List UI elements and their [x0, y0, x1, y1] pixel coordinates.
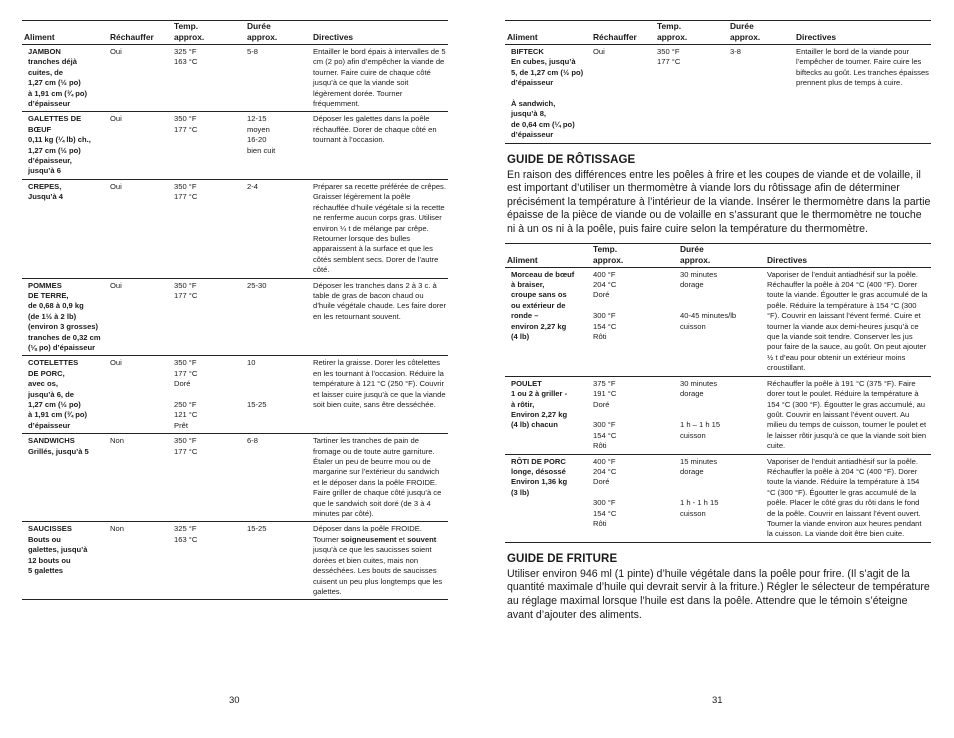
table-row — [22, 434, 448, 522]
duree-cell: 12-15 moyen 16-20 bien cuit — [247, 114, 276, 155]
roasting-table — [505, 243, 931, 543]
roasting-guide-title: GUIDE DE RÔTISSAGE — [507, 153, 636, 166]
aliment-cell: Morceau de bœuf à braiser, croupe sans os ou extérieur de ronde – environ 2,27 kg (4 lb) — [511, 269, 575, 342]
duree-cell: 5-8 — [247, 47, 258, 56]
duree-cell: 10 15-25 — [247, 358, 267, 409]
directives-cell — [311, 522, 448, 600]
temp-cell: 400 °F 204 °C Doré 300 °F 154 °C Rôti — [593, 456, 617, 528]
table-row — [22, 112, 448, 179]
duree-cell: 15 minutes dorage 1 h - 1 h 15 cuisson — [680, 456, 719, 518]
page-number-left: 30 — [229, 695, 240, 706]
aliment-cell: POULET 1 ou 2 à griller - à rôtir, Environ 2,27 kg (4 lb) chacun — [511, 378, 568, 430]
directives-cell: Retirer la graisse. Dorer les côtelettes en les tournant à l’occasion. Réduire la température à 121 °C (250 °F). Couvrir et laisser cuire jusqu’à ce que la viande soit bien cuite, sans être desséchée. — [313, 358, 446, 409]
directives-text: jusqu’à ce que les saucisses soient dorées et bien cuites, mais non desséchées. Les bouts de saucisses cuisent un peu plus longtemps que les galettes. — [313, 545, 443, 596]
aliment-cell: POMMES DE TERRE, de 0,68 à 0,9 kg (de 1½ à 2 lb) (environ 3 grosses) tranches de 0,32 cm (⅛ po) d’épaisseur — [28, 280, 101, 352]
aliment-cell: JAMBON tranches déjà cuites, de 1,27 cm (½ po) à 1,91 cm (¾ po) d’épaisseur — [28, 47, 88, 109]
table-row — [22, 45, 448, 112]
header-duree: Durée approx. — [730, 21, 761, 42]
aliment-cell: COTELETTES DE PORC, avec os, jusqu’à 6, de 1,27 cm (½ po) à 1,91 cm (¾ po) d’épaisseur — [28, 358, 88, 430]
rechauffer-cell: Oui — [593, 47, 605, 56]
table-header-row — [22, 21, 448, 45]
rechauffer-cell: Non — [110, 524, 124, 534]
aliment-cell: RÔTI DE PORC longe, désossé Environ 1,36 kg (3 lb) — [511, 456, 568, 497]
duree-cell: 30 minutes dorage 1 h – 1 h 15 cuisson — [680, 378, 721, 440]
rechauffer-cell: Oui — [110, 358, 122, 368]
temp-cell: 375 °F 191 °C Doré 300 °F 154 °C Rôti — [593, 378, 617, 451]
table-header-row — [505, 21, 931, 45]
directives-cell: Déposer les galettes dans la poêle réchauffée. Dorer de chaque côté en tournant à l’occasion. — [313, 114, 437, 145]
left-page — [22, 20, 448, 600]
header-rechauffer: Réchauffer — [593, 32, 637, 42]
table-row — [505, 454, 931, 542]
header-directives: Directives — [796, 32, 837, 42]
table-row — [505, 376, 931, 454]
duree-cell: 3-8 — [730, 47, 741, 56]
right-page — [505, 20, 931, 622]
temp-cell: 350 °F 177 °C — [174, 280, 198, 300]
header-directives: Directives — [313, 32, 354, 42]
table-row — [505, 45, 931, 144]
rechauffer-cell: Oui — [110, 47, 122, 56]
temp-cell: 350 °F 177 °C — [174, 181, 198, 202]
header-temp: Temp. approx. — [593, 243, 624, 265]
directives-text: et — [396, 534, 408, 544]
aliment-cell: SANDWICHS Grillés, jusqu’à 5 — [28, 436, 89, 456]
left-cooking-table — [22, 20, 448, 600]
right-cooking-table — [505, 20, 931, 144]
page-number-right: 31 — [712, 695, 723, 706]
directives-cell: Réchauffer la poêle à 191 °C (375 °F). Faire dorer tout le poulet. Réduire la température à 154 °C (300 °F). Égoutter le gras accumulé, au goût. Couvrir en laissant l’évent ouvert. Au milieu du temps de cuisson, tourner le poulet et le laisser rôtir jusqu’à ce que la viande soit bien cuite. — [767, 378, 927, 451]
table-row — [505, 267, 931, 376]
aliment-cell: BIFTECK En cubes, jusqu’à 5, de 1,27 cm (½ po) d’épaisseur À sandwich, jusqu’à 8, de 0,64 cm (¼ po) d’épaisseur — [511, 47, 584, 140]
header-aliment: Aliment — [24, 32, 55, 42]
table-row — [22, 179, 448, 278]
aliment-cell: CREPES, Jusqu’à 4 — [28, 181, 64, 202]
temp-cell: 350 °F 177 °C — [174, 436, 198, 456]
directives-text: Déposer dans la poêle FROIDE. Tourner — [313, 524, 422, 544]
directives-cell: Tartiner les tranches de pain de fromage ou de toute autre garniture. Étaler un peu de beurre mou ou de margarine sur l’extérieur du sandwich et le déposer dans la poêle FROIDE. Faire griller de chaque côté jusqu’à ce que le sandwich soit doré (de 3 à 4 minutes par côté). — [313, 436, 442, 519]
aliment-cell: SAUCISSES Bouts ou galettes, jusqu’à 12 bouts ou 5 galettes — [28, 524, 88, 576]
rechauffer-cell: Oui — [110, 181, 122, 191]
temp-cell: 400 °F 204 °C Doré 300 °F 154 °C Rôti — [593, 269, 617, 342]
frying-guide-title: GUIDE DE FRITURE — [507, 552, 618, 565]
directives-emphasis: souvent — [407, 534, 437, 544]
directives-cell: Préparer sa recette préférée de crêpes. Graisser légèrement la poêle réchauffée d’huile végétale si la recette ne renferme aucun corps gras. Utiliser environ ¼ t de mélange par crêpe. Retourner lorsque des bulles apparaissent à la surface et que les côtés semblent secs. Dorer de l’autre côté. — [313, 181, 446, 275]
directives-cell: Entailler le bord de la viande pour l’empêcher de tourner. Faire cuire les biftecks au goût. Les tranches épaisses prennent plus de temps à cuire. — [796, 47, 929, 88]
duree-cell: 30 minutes dorage 40-45 minutes/lb cuisson — [680, 269, 737, 331]
directives-emphasis: soigneusement — [340, 534, 397, 544]
directives-cell: Déposer les tranches dans 2 à 3 c. à table de gras de bacon chaud ou d’huile végétale chaude. Les faire dorer en les retournant souvent. — [313, 280, 446, 321]
header-temp: Temp. approx. — [174, 21, 205, 42]
roasting-guide-text: En raison des différences entre les poêles à frire et les coupes de viande et de volaille, il est important d’utiliser un thermomètre à viande lors du rôtissage afin de déterminer précisément la température à l’intérieur de la viande. Insérer le thermomètre dans la partie épaisse de la pièce de viande ou de volaille en s’assurant que le thermomètre ne touche ni à un os ni à la poêle, puis faire cuire selon la température du thermomètre. — [507, 168, 931, 236]
frying-guide-text: Utiliser environ 946 ml (1 pinte) d’huile végétale dans la poêle pour frire. (Il s’agit de la quantité maximale d’huile qui devrait servir à la friture.) Régler le sélecteur de température au réglage maximal lorsque l’huile est dans la poêle. Attendre que le témoin s’éteigne avant d’ajouter des aliments. — [507, 567, 930, 621]
temp-cell: 350 °F 177 °C — [174, 114, 198, 134]
duree-cell: 2-4 — [247, 181, 258, 191]
table-row — [22, 356, 448, 434]
header-aliment: Aliment — [507, 254, 538, 265]
temp-cell: 350 °F 177 °C — [657, 47, 681, 67]
temp-cell: 325 °F 163 °C — [174, 524, 198, 544]
table-header-row — [505, 243, 931, 267]
duree-cell: 25-30 — [247, 280, 267, 290]
temp-cell: 325 °F 163 °C — [174, 47, 198, 67]
rechauffer-cell: Non — [110, 436, 124, 446]
header-aliment: Aliment — [507, 32, 538, 42]
directives-cell: Vaporiser de l’enduit antiadhésif sur la poêle. Réchauffer la poêle à 204 °C (400 °F). Dorer toute la viande. Égoutter le gras accumulé de la poêle. Réduire la température à 154 °C (300 °F). Couvrir en laissant l’évent fermé. Cuire et tourner la viande aux demi-heures jusqu’à ce que la viande soit tendre. Conserver les jus pour faire de la sauce, au goût. On peut ajouter ½ t d’eau pour obtenir un extérieur moins croustillant. — [767, 269, 928, 373]
header-directives: Directives — [767, 254, 808, 265]
table-row — [22, 522, 448, 600]
aliment-cell: GALETTES DE BŒUF 0,11 kg (¼ lb) ch., 1,27 cm (½ po) d’épaisseur, jusqu’à 6 — [28, 114, 91, 176]
duree-cell: 6-8 — [247, 436, 258, 446]
header-temp: Temp. approx. — [657, 21, 688, 42]
directives-cell: Entailler le bord épais à intervalles de 5 cm (2 po) afin d’empêcher la viande de tourner. Faire cuire de chaque côté jusqu’à ce que la viande soit légèrement dorée. Tourner fréquemment. — [313, 47, 446, 109]
table-row — [22, 278, 448, 356]
duree-cell: 15-25 — [247, 524, 267, 534]
header-rechauffer: Réchauffer — [110, 32, 154, 42]
directives-cell: Vaporiser de l’enduit antiadhésif sur la poêle. Réchauffer la poêle à 204 °C (400 °F). Dorer toute la viande. Réduire la température à 154 °C (300 °F). Égoutter le gras accumulé de la poêle. Placer le côté gras du rôti dans le fond de la poêle. Couvrir en laissant l’évent ouvert. Tourner la viande environ aux heures pendant la cuisson. La viande doit être bien cuite. — [767, 456, 922, 539]
temp-cell: 350 °F 177 °C Doré 250 °F 121 °C Prêt — [174, 358, 198, 430]
header-duree: Durée approx. — [680, 243, 711, 265]
rechauffer-cell: Oui — [110, 114, 122, 124]
rechauffer-cell: Oui — [110, 280, 122, 290]
header-duree: Durée approx. — [247, 21, 278, 42]
